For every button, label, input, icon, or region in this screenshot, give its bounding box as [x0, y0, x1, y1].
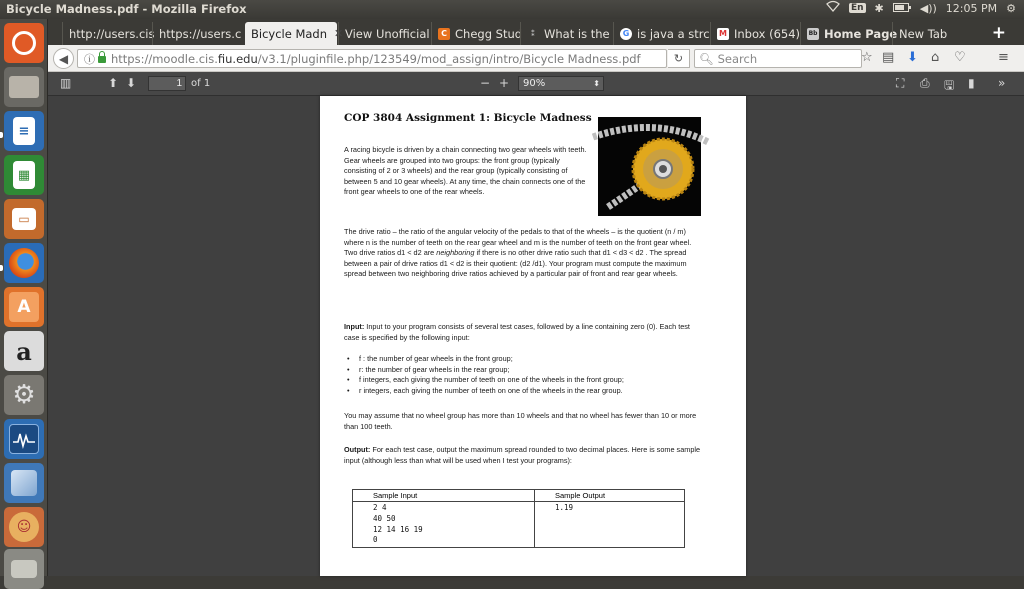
- pulse-chart-icon: [9, 424, 39, 454]
- amazon-icon: a: [16, 336, 32, 366]
- search-placeholder: Search: [717, 51, 758, 66]
- search-input[interactable]: [694, 49, 862, 68]
- input-text: Input to your program consists of several test cases, followed by a line containing zero (0). Each test case is specified by the following input:: [344, 322, 690, 342]
- sample-output-body: 1.19: [555, 503, 574, 512]
- reload-icon: ↻: [673, 52, 684, 65]
- bookmark-star-icon[interactable]: ☆: [861, 50, 873, 65]
- ubuntu-logo-icon: [12, 31, 36, 55]
- output-text: For each test case, output the maximum spread rounded to two decimal places. Here is some sample input (although less than what will be used when I test your programs):: [344, 445, 701, 465]
- app-launcher[interactable]: [4, 507, 44, 547]
- url-prefix: https://moodle.cis.: [111, 51, 218, 66]
- tab-label: Chegg Stud: [455, 26, 523, 41]
- tab-label: New Tab: [899, 26, 948, 41]
- tab-quora[interactable]: [520, 22, 612, 45]
- neighboring-term: neighboring: [436, 248, 475, 258]
- top-panel: [0, 0, 1024, 19]
- trash-icon: [11, 560, 37, 578]
- google-icon: G: [620, 28, 632, 40]
- list-item: • r integers, each giving the number of teeth on one of the wheels in the rear group.: [344, 386, 714, 397]
- pocket-icon[interactable]: ♡: [954, 50, 966, 65]
- table-column-divider: [534, 490, 535, 547]
- sample-output-header: Sample Output: [535, 490, 685, 502]
- blackboard-icon: Bb: [807, 28, 819, 40]
- gmail-icon: M: [717, 28, 729, 40]
- next-page-icon[interactable]: ⬇: [126, 76, 137, 90]
- pdf-toolbar: [48, 72, 1024, 96]
- url-path: /v3.1/pluginfile.php/123549/mod_assign/intro/Bicycle Madness.pdf: [257, 51, 641, 66]
- writer-document-icon: ≡: [13, 117, 35, 145]
- trash-launcher[interactable]: [4, 549, 44, 589]
- dash-home-button[interactable]: [4, 23, 44, 63]
- hamburger-menu-icon[interactable]: ≡: [998, 50, 1009, 65]
- cube-icon: [11, 470, 37, 496]
- intro-paragraph: A racing bicycle is driven by a chain connecting two gear wheels with teeth. Gear wheels are grouped into two groups: the front group (typically consisting of 2 or 3 wheels) and the rear group (typically consisting of between 5 and 10 gear wheels). At any time, the chain connects one of the front gear wheels to one of the rear wheels.: [344, 145, 587, 197]
- tab-users-cis-1[interactable]: [62, 22, 155, 45]
- print-icon[interactable]: ⎙: [920, 76, 930, 90]
- input-label: Input:: [344, 322, 365, 331]
- new-tab-plus-icon[interactable]: +: [991, 23, 1006, 43]
- tab-bicycle-madness[interactable]: [245, 22, 344, 45]
- tab-label: Bicycle Madn: [251, 26, 328, 41]
- zoom-in-icon[interactable]: +: [499, 76, 510, 90]
- url-bar[interactable]: [77, 49, 667, 68]
- navigation-bar: [48, 45, 1024, 72]
- presentation-icon: ▭: [12, 208, 36, 230]
- previous-page-icon[interactable]: ⬆: [108, 76, 119, 90]
- writer-launcher[interactable]: [4, 111, 44, 151]
- reload-button[interactable]: [668, 49, 690, 68]
- input-paragraph: [344, 322, 702, 343]
- virtualbox-launcher[interactable]: [4, 463, 44, 503]
- tools-icon: ⚙: [12, 380, 36, 410]
- software-center-launcher[interactable]: [4, 287, 44, 327]
- bluetooth-icon[interactable]: ✱: [874, 1, 884, 15]
- tab-label: View Unofficial: [345, 26, 430, 41]
- face-icon: ☺: [9, 512, 39, 542]
- page-count: of 1: [191, 78, 211, 89]
- tab-bar: [48, 19, 1024, 45]
- bookmark-icon[interactable]: ▮: [968, 76, 975, 90]
- tab-new-tab[interactable]: [892, 22, 982, 45]
- battery-icon[interactable]: [893, 2, 911, 15]
- spreadsheet-icon: ▦: [13, 161, 35, 189]
- tab-label: is java a strc: [637, 26, 710, 41]
- zoom-out-icon[interactable]: −: [480, 76, 491, 90]
- assumption-paragraph: You may assume that no wheel group has more than 10 wheels and that no wheel has fewer than 10 or more than 100 teeth.: [344, 411, 697, 431]
- drive-ratio-paragraph: [344, 227, 702, 280]
- calc-launcher[interactable]: [4, 155, 44, 195]
- tab-label: Inbox (654): [734, 26, 801, 41]
- document-title: COP 3804 Assignment 1: Bicycle Madness: [344, 112, 592, 124]
- zoom-value: 90%: [523, 78, 546, 89]
- system-tray: [826, 1, 1016, 15]
- launcher: [0, 19, 48, 576]
- keyboard-layout-indicator[interactable]: En: [850, 3, 864, 13]
- close-tab-icon[interactable]: ✕: [334, 27, 344, 40]
- input-spec-list: [344, 354, 714, 396]
- tools-menu-icon[interactable]: »: [998, 76, 1006, 90]
- system-settings-launcher[interactable]: [4, 375, 44, 415]
- file-cabinet-icon: [9, 76, 39, 98]
- wifi-icon[interactable]: [826, 1, 840, 15]
- tab-view-unofficial[interactable]: [338, 22, 430, 45]
- chegg-icon: C: [438, 28, 450, 40]
- zoom-select[interactable]: [518, 76, 604, 91]
- firefox-icon: [9, 248, 39, 278]
- tab-label: What is the: [544, 26, 610, 41]
- back-arrow-icon: ◀: [58, 51, 69, 66]
- volume-icon[interactable]: ◀)): [919, 1, 937, 15]
- tab-google-search[interactable]: [613, 22, 709, 45]
- firefox-launcher[interactable]: [4, 243, 44, 283]
- impress-launcher[interactable]: [4, 199, 44, 239]
- list-item: • r: the number of gear wheels in the rear group;: [344, 365, 714, 376]
- page-number-input[interactable]: [148, 76, 186, 91]
- lock-icon[interactable]: [98, 56, 106, 63]
- shopping-bag-icon: A: [9, 292, 39, 322]
- downloads-icon[interactable]: ⬇: [907, 50, 918, 65]
- running-indicator: [0, 265, 3, 271]
- sample-input-header: Sample Input: [353, 490, 534, 502]
- presentation-mode-icon[interactable]: ⛶: [896, 76, 905, 90]
- tab-label: http://users.cis: [69, 26, 155, 41]
- reading-list-icon[interactable]: ▤: [882, 50, 895, 65]
- sample-input-body: 2 4 40 50 12 14 16 19 0: [373, 503, 423, 545]
- output-label: Output:: [344, 445, 371, 454]
- dropdown-arrow-icon: ⬍: [593, 79, 600, 88]
- tab-label: Home Page: [824, 26, 898, 41]
- drive-ratio-text-b: if there is no other drive ratio such that d1 < d3 < d2 . The spread between a pair of drive ratios d1 < d2 is their quotient: (d2 /d1). Your program must compute the maximum spread between two neighboring drive ratios achieved by a particular pair of front and rear gear wheels.: [344, 248, 687, 279]
- running-indicator: [0, 132, 3, 138]
- info-icon[interactable]: ⓘ: [84, 52, 95, 66]
- pdf-viewer[interactable]: [48, 96, 1024, 576]
- tab-users-cis-2[interactable]: [152, 22, 244, 45]
- tab-chegg[interactable]: [431, 22, 523, 45]
- tab-gmail-inbox[interactable]: [710, 22, 801, 45]
- settings-gear-icon[interactable]: ⚙: [1006, 1, 1016, 15]
- search-icon: 🔍︎: [699, 51, 714, 66]
- amazon-launcher[interactable]: [4, 331, 44, 371]
- tab-label: https://users.c: [159, 26, 242, 41]
- sidebar-toggle-icon[interactable]: ▥: [60, 76, 72, 90]
- url-domain: fiu.edu: [217, 51, 258, 66]
- quora-icon: ⁑: [527, 28, 539, 40]
- window-title: Bicycle Madness.pdf - Mozilla Firefox: [6, 2, 247, 16]
- drive-ratio-text-a: The drive ratio – the ratio of the angular velocity of the pedals to that of the wheels – is the quotient (n / m) where n is the number of teeth on the rear gear wheel and m is the number of teeth on the front gear wheel. Two drive ratios d1 < d2 are: [344, 227, 692, 258]
- clock[interactable]: 12:05 PM: [945, 1, 998, 15]
- list-item: • f : the number of gear wheels in the front group;: [344, 354, 714, 365]
- system-monitor-launcher[interactable]: [4, 419, 44, 459]
- save-icon[interactable]: 🖫︎: [944, 78, 955, 92]
- files-launcher[interactable]: [4, 67, 44, 107]
- list-item: • f integers, each giving the number of teeth on one of the wheels in the front group;: [344, 375, 714, 386]
- tab-home-page[interactable]: [800, 22, 898, 45]
- sample-io-table: [352, 489, 685, 548]
- home-icon[interactable]: ⌂: [931, 50, 940, 65]
- output-paragraph: [344, 445, 702, 466]
- gear-chain-image: [598, 117, 701, 216]
- pdf-page: [320, 96, 746, 576]
- back-button[interactable]: [53, 48, 74, 69]
